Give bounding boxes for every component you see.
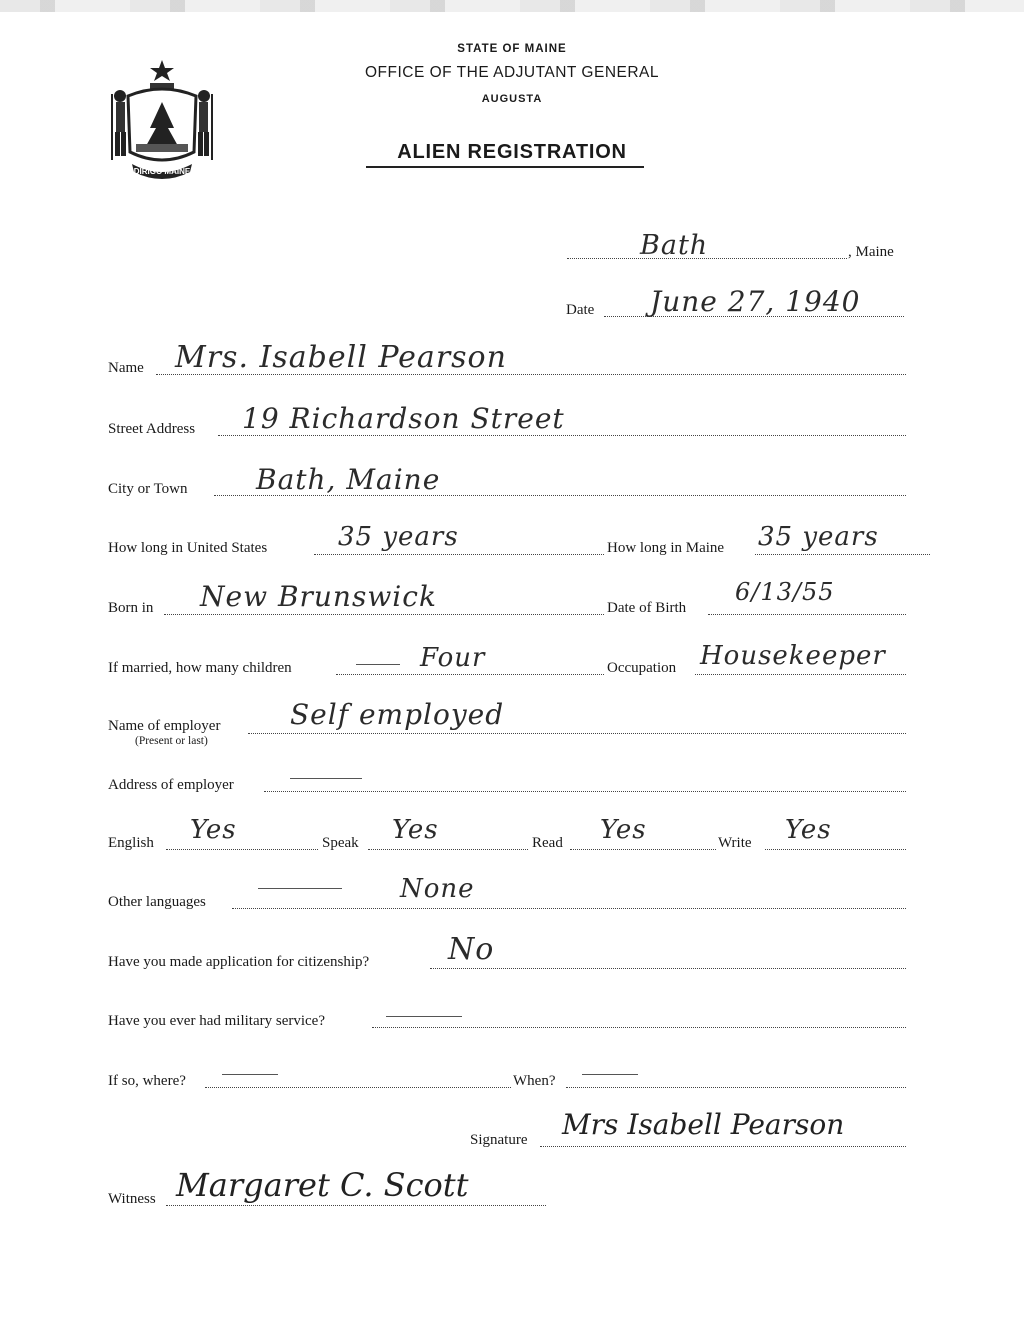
witness-label: Witness [108, 1191, 156, 1207]
other-languages-label: Other languages [108, 894, 206, 910]
signature-value[interactable]: Mrs Isabell Pearson [562, 1108, 845, 1141]
other-languages-value[interactable]: None [400, 874, 475, 904]
office-heading: OFFICE OF THE ADJUTANT GENERAL [364, 64, 660, 81]
maine-label: How long in Maine [607, 540, 725, 556]
signature-line [540, 1146, 906, 1147]
employer-address-line [264, 791, 906, 792]
when-line [566, 1087, 906, 1088]
born-value[interactable]: New Brunswick [200, 580, 437, 613]
signature-label: Signature [470, 1132, 528, 1148]
where-label: If so, where? [108, 1073, 186, 1089]
form-title: ALIEN REGISTRATION [397, 141, 627, 163]
street-line [218, 435, 906, 436]
read-label: Read [532, 835, 563, 851]
city-label: City or Town [108, 481, 188, 497]
place-value[interactable]: Bath [640, 230, 709, 261]
svg-text:DIRIGO MAINE: DIRIGO MAINE [133, 167, 191, 176]
maine-suffix: , Maine [848, 244, 894, 260]
employer-value[interactable]: Self employed [290, 698, 505, 731]
speak-value[interactable]: Yes [392, 815, 439, 845]
military-dash [386, 1016, 462, 1017]
street-label: Street Address [108, 421, 196, 437]
city-value[interactable]: Bath, Maine [256, 463, 441, 496]
date-value[interactable]: June 27, 1940 [650, 285, 861, 318]
dob-value[interactable]: 6/13/55 [735, 578, 835, 606]
occupation-line [695, 674, 906, 675]
us-value[interactable]: 35 years [338, 522, 459, 552]
title-underline [366, 166, 644, 168]
maine-value[interactable]: 35 years [758, 522, 879, 552]
children-value[interactable]: Four [420, 643, 486, 673]
citizenship-value[interactable]: No [448, 932, 495, 967]
children-label: If married, how many children [108, 660, 292, 676]
english-value[interactable]: Yes [190, 815, 237, 845]
date-label: Date [566, 302, 595, 318]
employer-sublabel: (Present or last) [135, 735, 208, 747]
write-label: Write [718, 835, 752, 851]
other-languages-line [232, 908, 906, 909]
military-label: Have you ever had military service? [108, 1013, 325, 1029]
born-label: Born in [108, 600, 154, 616]
scan-top-edge [0, 0, 1024, 12]
speak-line [368, 849, 528, 850]
name-value[interactable]: Mrs. Isabell Pearson [175, 340, 507, 375]
maine-line [755, 554, 930, 555]
dob-label: Date of Birth [607, 600, 687, 616]
street-value[interactable]: 19 Richardson Street [242, 402, 565, 435]
witness-line [166, 1205, 546, 1206]
citizenship-label: Have you made application for citizenship? [108, 954, 370, 970]
employer-address-dash [290, 778, 362, 779]
city-heading: AUGUSTA [481, 93, 543, 105]
citizenship-line [430, 968, 906, 969]
employer-address-label: Address of employer [108, 777, 234, 793]
children-line [336, 674, 604, 675]
write-line [765, 849, 906, 850]
us-label: How long in United States [108, 540, 268, 556]
when-dash [582, 1074, 638, 1075]
state-heading: STATE OF MAINE [457, 43, 567, 55]
witness-value[interactable]: Margaret C. Scott [176, 1166, 469, 1204]
other-languages-dash [258, 888, 342, 889]
us-line [314, 554, 604, 555]
english-line [166, 849, 318, 850]
occupation-label: Occupation [607, 660, 677, 676]
born-line [164, 614, 604, 615]
children-dash [356, 664, 400, 665]
employer-label: Name of employer [108, 718, 221, 734]
when-label: When? [513, 1073, 556, 1089]
occupation-value[interactable]: Housekeeper [700, 641, 886, 671]
name-label: Name [108, 360, 144, 376]
dob-line [708, 614, 906, 615]
employer-line [248, 733, 906, 734]
read-line [570, 849, 716, 850]
speak-label: Speak [322, 835, 359, 851]
military-line [372, 1027, 906, 1028]
where-line [205, 1087, 511, 1088]
read-value[interactable]: Yes [600, 815, 647, 845]
english-label: English [108, 835, 154, 851]
write-value[interactable]: Yes [785, 815, 832, 845]
where-dash [222, 1074, 278, 1075]
